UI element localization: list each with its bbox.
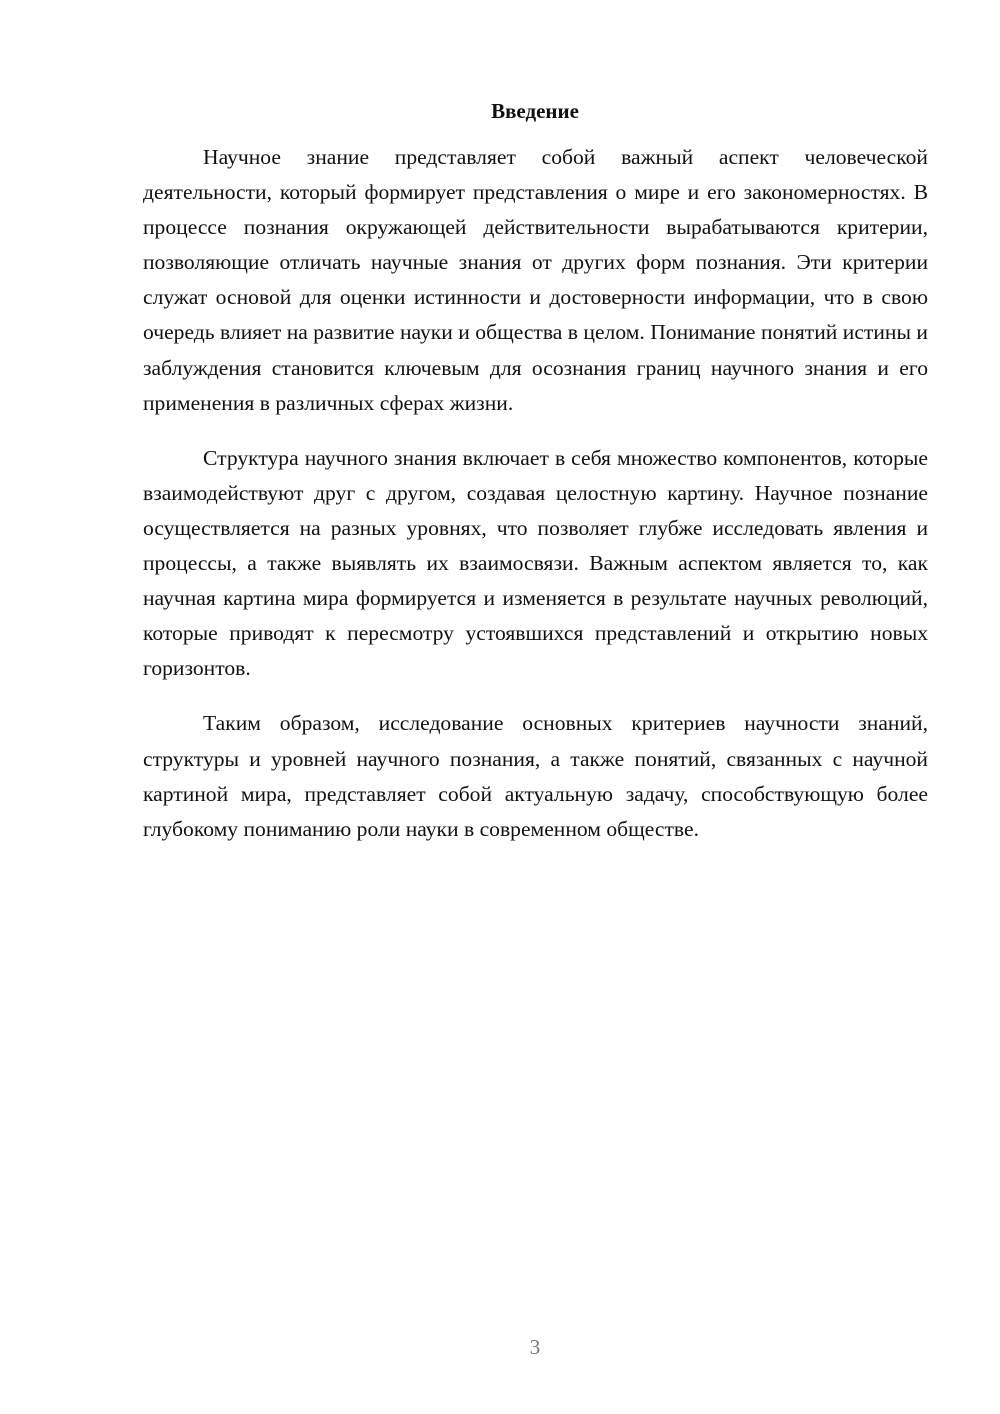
body-text <box>143 140 928 867</box>
paragraph-2: Структура научного знания включает в себя множество компонентов, которые взаимодействуют друг с другом, создавая целостную картину. Научное познание осуществляется на разных уровнях, что позволяет глубже исследовать явления и процессы, а также выявлять их взаимосвязи. Важным аспектом является то, как научная картина мира формируется и изменяется в результате научных революций, которые приводят к пересмотру устоявшихся представлений и открытию новых горизонтов. <box>143 445 928 681</box>
page-title: Введение <box>491 99 579 123</box>
paragraph-3: Таким образом, исследование основных критериев научности знаний, структуры и уровней научного познания, а также понятий, связанных с научной картиной мира, представляет собой актуальную задачу, способствующую более глубокому пониманию роли науки в современном обществе. <box>143 711 928 841</box>
page-number: 3 <box>529 1335 541 1359</box>
paragraph-1: Научное знание представляет собой важный аспект человеческой деятельности, который формирует представления о мире и его закономерностях. В процессе познания окружающей действительности вырабатываются критерии, позволяющие отличать научные знания от других форм познания. Эти критерии служат основой для оценки истинности и достоверности информации, что в свою очередь влияет на развитие науки и общества в целом. Понимание понятий истины и заблуждения становится ключевым для осознания границ научного знания и его применения в различных сферах жизни. <box>143 145 928 415</box>
